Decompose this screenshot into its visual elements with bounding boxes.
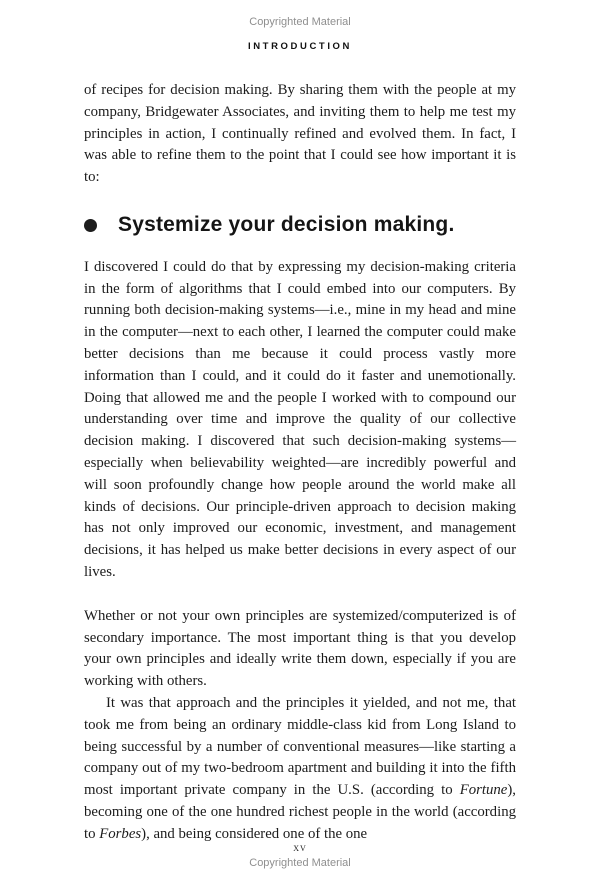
forbes-magazine-title: Forbes [99, 825, 142, 842]
paragraph-4-text: ), becoming one of the one hundred richest people in the world (according to [84, 782, 516, 842]
paragraph-2: I discovered I could do that by expressing my decision-making criteria in the form of algorithms that I could embed into our computers. By running both decision-making systems—i.e., mine in my head and mine in the computer—next to each other, I learned the computer could make better decisions than me because it could process vastly more information than I could, and it could do it faster and unemotionally. Doing that allowed me and the people I worked with to compound our understanding over time and improve the quality of our collective decision making. I discovered that such decision-making systems—especially when believability weighted—are incredibly powerful and will soon profoundly change how people around the world make all kinds of decisions. Our principle-driven approach to decision making has not only improved our economic, investment, and management decisions, it has helped us make better decisions in every aspect of our lives. [84, 258, 516, 580]
page-number: xv [293, 842, 307, 854]
circle-bullet-icon [84, 219, 97, 232]
paragraph-4-text: ), and being considered one of the one [141, 825, 368, 842]
chapter-header: INTRODUCTION [247, 41, 353, 52]
paragraph-3: Whether or not your own principles are systemized/computerized is of secondary importance. The most important thing is that you develop your own principles and ideally write them down, especially if you are working with others. [84, 607, 516, 690]
body-text [84, 80, 516, 846]
paragraph-1: of recipes for decision making. By sharing them with the people at my company, Bridgewater Associates, and inviting them to help me test my principles in action, I continually refined and evolved them. In fact, I was able to refine them to the point that I could see how important it is to: [84, 82, 516, 186]
copyright-notice-top: Copyrighted Material [249, 16, 351, 28]
page-footer [0, 842, 600, 869]
section-heading-text: Systemize your decision making. [118, 212, 455, 236]
paragraph-4-text: It was that approach and the principles it yielded, and not me, that took me from being an ordinary middle-class kid from Long Island to being successful by a number of conventional measures—like starting a company out of my two-bedroom apartment and building it into the fifth most important private company in the U.S. (according to [84, 694, 516, 799]
section-heading [84, 214, 516, 236]
paragraph-4 [84, 693, 516, 846]
copyright-notice-bottom: Copyrighted Material [249, 857, 351, 869]
fortune-magazine-title: Fortune [459, 782, 508, 799]
